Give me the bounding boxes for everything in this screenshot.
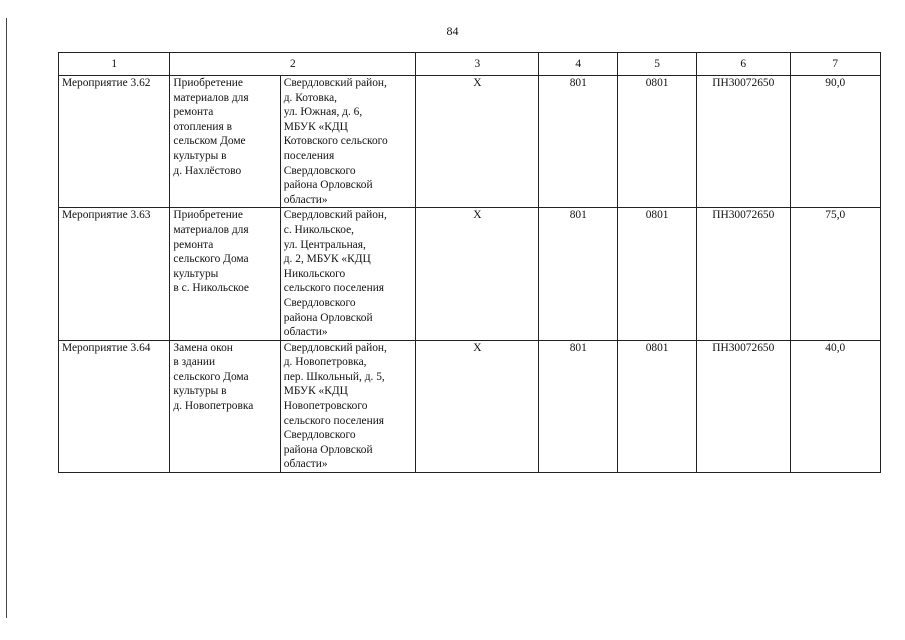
header-cell-2: 2 <box>170 53 416 76</box>
description-cell: Приобретение материалов для ремонта отопления в сельском Доме культуры в д. Нахлёстово <box>170 76 280 208</box>
header-cell-3: 3 <box>416 53 539 76</box>
table-row <box>59 76 881 208</box>
col5-cell: 0801 <box>618 76 697 208</box>
amount-cell: 75,0 <box>790 208 880 340</box>
address-cell: Свердловский район, с. Никольское, ул. Центральная, д. 2, МБУК «КДЦ Никольского сельского поселения Свердловского района Орловской области» <box>280 208 416 340</box>
col3-cell: Х <box>416 76 539 208</box>
header-cell-7: 7 <box>790 53 880 76</box>
page-number: 84 <box>446 24 459 38</box>
col4-cell: 801 <box>539 76 618 208</box>
amount-cell: 90,0 <box>790 76 880 208</box>
col4-cell: 801 <box>539 340 618 472</box>
header-cell-5: 5 <box>618 53 697 76</box>
col3-cell: Х <box>416 208 539 340</box>
event-cell: Мероприятие 3.64 <box>59 340 170 472</box>
budget-table <box>58 52 881 473</box>
description-cell: Приобретение материалов для ремонта сельского Дома культуры в с. Никольское <box>170 208 280 340</box>
description-cell: Замена окон в здании сельского Дома культуры в д. Новопетровка <box>170 340 280 472</box>
header-cell-1: 1 <box>59 53 170 76</box>
col5-cell: 0801 <box>618 208 697 340</box>
col4-cell: 801 <box>539 208 618 340</box>
scan-edge-line <box>6 18 7 618</box>
col5-cell: 0801 <box>618 340 697 472</box>
header-row <box>59 53 881 76</box>
address-cell: Свердловский район, д. Котовка, ул. Южная, д. 6, МБУК «КДЦ Котовского сельского поселения Свердловского района Орловской области» <box>280 76 416 208</box>
table-row <box>59 208 881 340</box>
header-cell-4: 4 <box>539 53 618 76</box>
address-cell: Свердловский район, д. Новопетровка, пер. Школьный, д. 5, МБУК «КДЦ Новопетровского сельского поселения Свердловского района Орловской области» <box>280 340 416 472</box>
table-row <box>59 340 881 472</box>
event-cell: Мероприятие 3.63 <box>59 208 170 340</box>
event-cell: Мероприятие 3.62 <box>59 76 170 208</box>
col3-cell: Х <box>416 340 539 472</box>
header-cell-6: 6 <box>697 53 791 76</box>
col6-cell: ПН30072650 <box>697 76 791 208</box>
amount-cell: 40,0 <box>790 340 880 472</box>
col6-cell: ПН30072650 <box>697 340 791 472</box>
col6-cell: ПН30072650 <box>697 208 791 340</box>
